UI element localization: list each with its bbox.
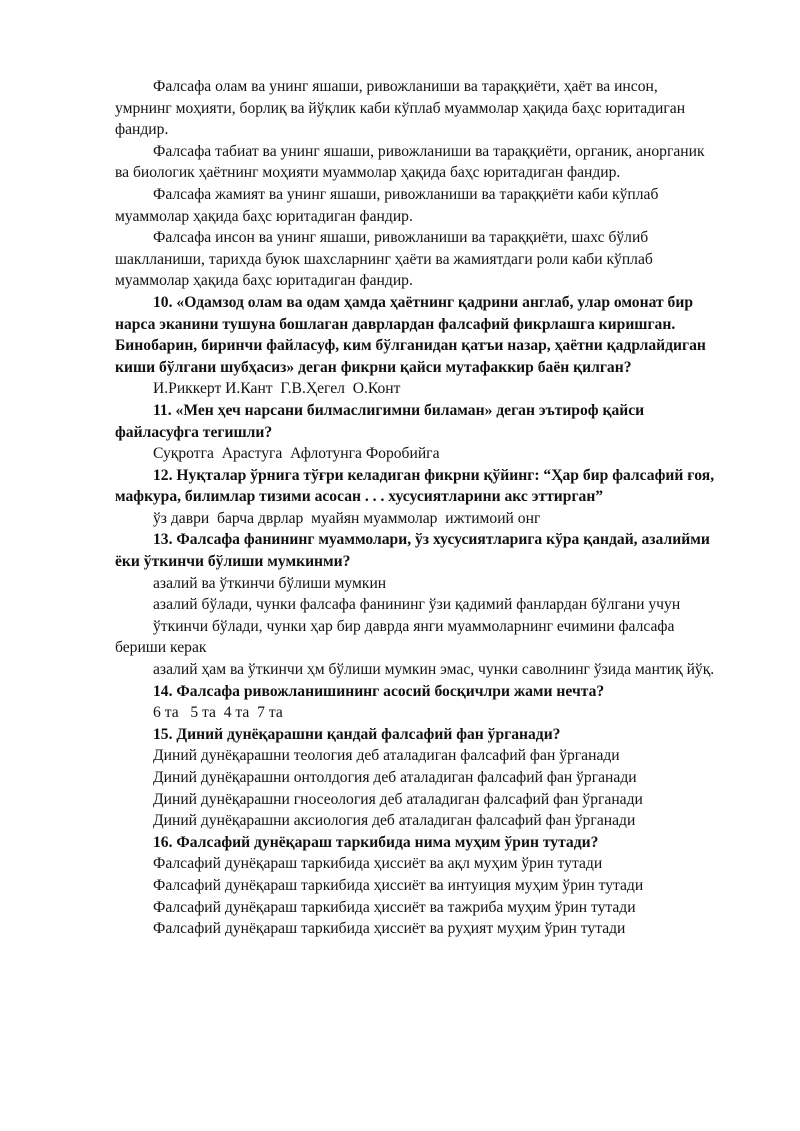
question-15: 15. Диний дунёқарашни қандай фалсафий фан ўрганади? [153,725,561,743]
answer-line: Диний дунёқарашни аксиология деб аталадиган фалсафий фан ўрганади [153,812,636,830]
question-14-options: 6 та 5 та 4 та 7 та [153,704,283,722]
paragraph: Фалсафа жамият ва унинг яшаши, ривожланиши ва тараққиёти каби кўплаб муаммолар ҳақида баҳс юритадиган фандир. [115,185,659,225]
question-10-options: И.Риккерт И.Кант Г.В.Ҳегел О.Конт [153,380,401,398]
paragraph: Фалсафа олам ва унинг яшаши, ривожланиши ва тараққиёти, ҳаёт ва инсон, умрнинг моҳияти, борлиқ ва йўқлик каби кўплаб муаммолар ҳақида баҳс юритадиган фандир. [115,78,686,139]
answer-line: азалий ва ўткинчи бўлиши мумкин [153,574,387,592]
answer-line: Фалсафий дунёқараш таркибида ҳиссиёт ва ақл муҳим ўрин тутади [153,855,603,873]
answer-line: Диний дунёқарашни гносеология деб аталадиган фалсафий фан ўрганади [153,790,643,808]
paragraph: Фалсафа инсон ва унинг яшаши, ривожланиши ва тараққиёти, шахс бўлиб шаклланиши, тарихда буюк шахсларнинг ҳаёти ва жамиятдаги роли каби кўплаб муаммолар ҳақида баҳс юритадиган фандир. [115,229,653,290]
document-page [115,76,715,940]
answer-line: Фалсафий дунёқараш таркибида ҳиссиёт ва интуиция муҳим ўрин тутади [153,876,644,894]
question-11: 11. «Мен ҳеч нарсани билмаслигимни биламан» деган эътироф қайси файласуфга тегишли? [115,401,645,441]
answer-line: Фалсафий дунёқараш таркибида ҳиссиёт ва тажриба муҳим ўрин тутади [153,898,636,916]
answer-line: азалий бўлади, чунки фалсафа фанининг ўзи қадимий фанлардан бўлгани учун [153,596,681,614]
answer-line: Диний дунёқарашни онтолдогия деб аталадиган фалсафий фан ўрганади [153,769,637,786]
question-10: 10. «Одамзод олам ва одам ҳамда ҳаётнинг қадрини англаб, улар омонат бир нарса эканини тушуна бошлаган даврлардан фалсафий фикрлашга киришган. Бинобарин, биринчи файласуф, ким бўлганидан қатъи назар, ҳаётни қадрлайдиган киши бўлгани шубҳасиз» деган фикрни қайси мутафаккир баён қилган? [115,293,706,376]
question-12: 12. Нуқталар ўрнига тўғри келадиган фикрни қўйинг: “Ҳар бир фалсафий ғоя, мафкура, билимлар тизими асосан . . . хусусиятларини акс эттирган” [115,466,715,506]
question-16: 16. Фалсафий дунёқараш таркибида нима муҳим ўрин тутади? [153,833,599,851]
answer-line: Фалсафий дунёқараш таркибида ҳиссиёт ва руҳият муҳим ўрин тутади [153,920,626,938]
answer-line: Диний дунёқарашни теология деб аталадиган фалсафий фан ўрганади [153,747,620,765]
question-14: 14. Фалсафа ривожланишининг асосий босқичлри жами нечта? [153,682,605,700]
answer-line: ўткинчи бўлади, чунки ҳар бир даврда янги муаммоларнинг ечимини фалсафа бериши керак [115,617,675,657]
answer-line: азалий ҳам ва ўткинчи ҳм бўлиши мумкин эмас, чунки саволнинг ўзида мантиқ йўқ. [153,661,715,679]
question-13: 13. Фалсафа фанининг муаммолари, ўз хусусиятларига кўра қандай, азалийми ёки ўткинчи бўлиши мумкинми? [115,531,710,571]
question-12-options: ўз даври барча дврлар муайян муаммолар ижтимоий онг [153,509,541,527]
question-11-options: Суқротга Арастуга Афлотунга Форобийга [153,445,440,463]
paragraph: Фалсафа табиат ва унинг яшаши, ривожланиши ва тараққиёти, органик, анорганик ва биологик ҳаётнинг моҳияти муаммолар ҳақида баҳс юритадиган фандир. [115,142,705,182]
